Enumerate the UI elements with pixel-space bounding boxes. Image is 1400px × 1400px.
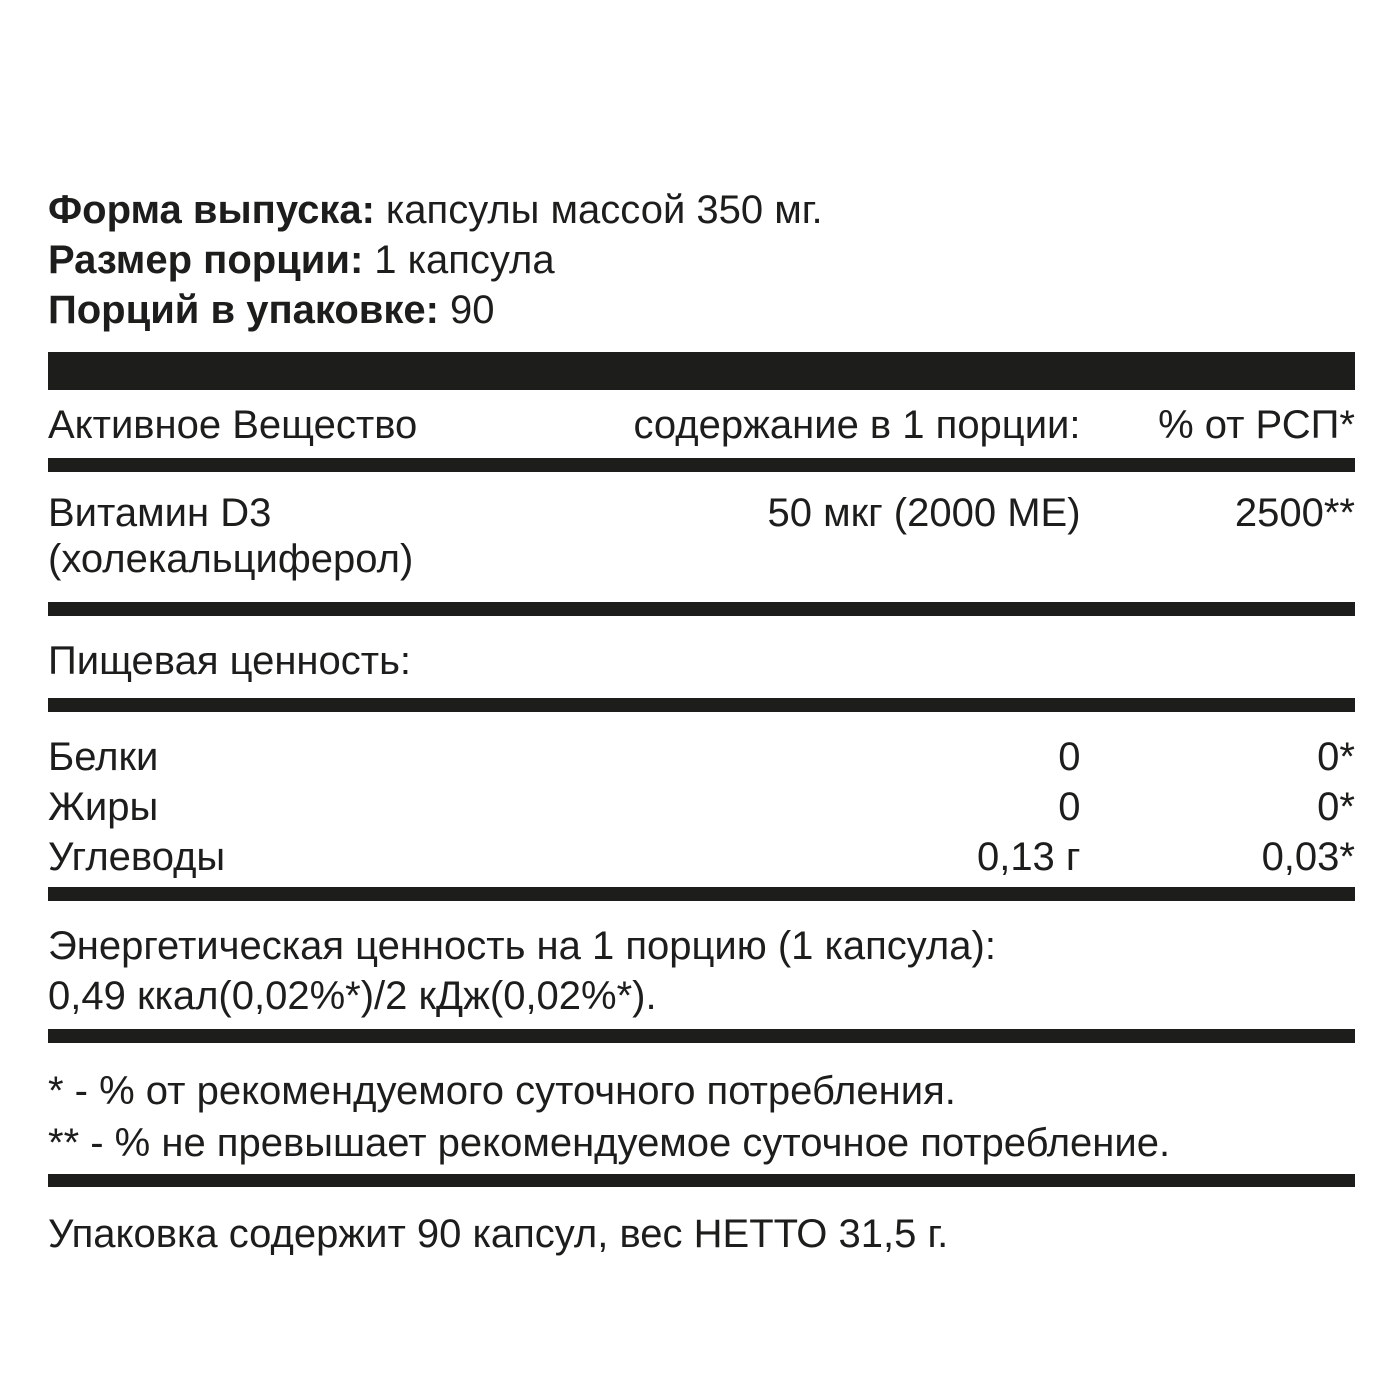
active-table-header-row xyxy=(48,390,1355,448)
column-header-per-serving: содержание в 1 порции: xyxy=(633,403,1081,447)
divider-bar xyxy=(48,1029,1355,1043)
vitamin-d3-row xyxy=(48,472,1355,582)
footnotes-block xyxy=(48,1065,1355,1169)
nutrition-table xyxy=(48,732,1355,882)
divider-bar xyxy=(48,602,1355,616)
product-form-value: капсулы массой 350 мг. xyxy=(385,188,823,232)
column-header-substance: Активное Вещество xyxy=(48,403,418,447)
protein-amount-cell: 0 xyxy=(1058,735,1081,779)
energy-title: Энергетическая ценность на 1 порцию (1 капсула): xyxy=(48,924,996,968)
serving-size-value: 1 капсула xyxy=(374,238,555,282)
protein-row xyxy=(48,732,1355,782)
serving-size-line xyxy=(48,235,1355,285)
servings-per-pack-line xyxy=(48,285,1355,335)
serving-size-label: Размер порции: xyxy=(48,238,364,282)
divider-bar xyxy=(48,887,1355,901)
divider-bar xyxy=(48,698,1355,712)
servings-per-pack-label: Порций в упаковке: xyxy=(48,288,439,332)
divider-bar xyxy=(48,1174,1355,1187)
product-form-label: Форма выпуска: xyxy=(48,188,375,232)
energy-block xyxy=(48,921,1355,1021)
carbs-name-cell: Углеводы xyxy=(48,835,226,879)
servings-per-pack-value: 90 xyxy=(449,288,495,332)
fat-row xyxy=(48,782,1355,832)
protein-rsp-cell: 0* xyxy=(1317,735,1355,779)
package-note: Упаковка содержит 90 капсул, вес НЕТТО 31,5 г. xyxy=(48,1212,949,1256)
footnote-double-asterisk: ** - % не превышает рекомендуемое суточное потребление. xyxy=(48,1121,1171,1165)
fat-amount-cell: 0 xyxy=(1058,785,1081,829)
product-info-block xyxy=(48,185,1355,335)
energy-value: 0,49 ккал(0,02%*)/2 кДж(0,02%*). xyxy=(48,974,657,1018)
top-divider-bar xyxy=(48,352,1355,390)
carbs-rsp-cell: 0,03* xyxy=(1261,835,1355,879)
column-header-rsp-percent: % от РСП* xyxy=(1158,403,1355,447)
carbs-row xyxy=(48,832,1355,882)
vitamin-amount-cell: 50 мкг (2000 МЕ) xyxy=(767,491,1081,535)
fat-rsp-cell: 0* xyxy=(1317,785,1355,829)
nutrition-title: Пищевая ценность: xyxy=(48,639,412,683)
carbs-amount-cell: 0,13 г xyxy=(976,835,1081,879)
vitamin-rsp-cell: 2500** xyxy=(1234,491,1355,535)
product-form-line xyxy=(48,185,1355,235)
protein-name-cell: Белки xyxy=(48,735,159,779)
vitamin-name-cell: Витамин D3 (холекальциферол) xyxy=(48,491,414,581)
divider-bar xyxy=(48,458,1355,472)
fat-name-cell: Жиры xyxy=(48,785,159,829)
footnote-single-asterisk: * - % от рекомендуемого суточного потребления. xyxy=(48,1069,956,1113)
